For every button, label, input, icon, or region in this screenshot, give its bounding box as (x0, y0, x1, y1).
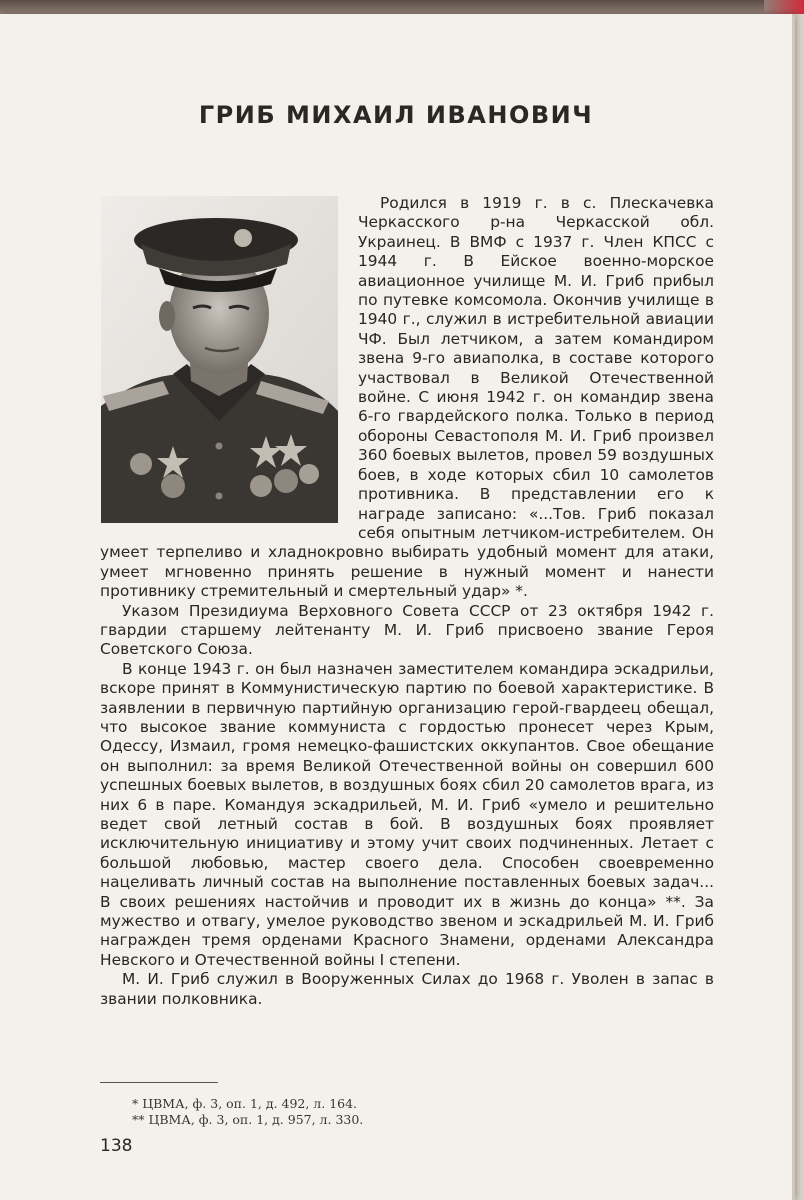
paragraph-biography: Родился в 1919 г. в с. Плескачевка Черкасского р-на Черкасской обл. Украинец. В ВМФ с 1937 г. Член КПСС с 1944 г. В Ейское военно-морское авиационное училище М. И. Гриб прибыл по путевке комсомола. Окончив училище в 1940 г., служил в истребительной авиации ЧФ. Был летчиком, а затем командиром звена 9-го авиаполка, в составе которого участвовал в Великой Отечественной войне. С июня 1942 г. он командир звена 6-го гвардейского полка. Только в период обороны Севастополя М. И. Гриб произвел 360 боевых вылетов, провел 59 воздушных боев, в ходе которых сбил 10 самолетов противника. В представлении его к награде записано: «...Тов. Гриб показал себя опытным летчиком-истребителем. Он умеет терпеливо и хладнокровно выбирать удобный момент для атаки, умеет мгновенно принять решение в нужный момент и нанести противнику стремительный и смертельный удар» *. (100, 194, 714, 601)
page-number: 138 (100, 1136, 133, 1156)
paragraph-award: Указом Президиума Верховного Совета СССР от 23 октября 1942 г. гвардии старшему лейтенанту М. И. Гриб присвоено звание Героя Советского Союза. (100, 601, 714, 659)
footnote-divider (100, 1082, 218, 1083)
paragraph-service: В конце 1943 г. он был назначен заместителем командира эскадрильи, вскоре принят в Коммунистическую партию по боевой характеристике. В заявлении в первичную партийную организацию герой-гвардеец обещал, что высокое звание коммуниста с гордостью пронесет через Крым, Одессу, Измаил, громя немецко-фашистских оккупантов. Свое обещание он выполнил: за время Великой Отечественной войны он совершил 600 успешных боевых вылетов, в воздушных боях сбил 20 самолетов врага, из них 6 в паре. Командуя эскадрильей, М. И. Гриб «умело и решительно ведет свой летный состав в бой. В воздушных боях проявляет исключительную инициативу и этому учит своих подчиненных. Летает с большой любовью, мастер своего дела. Способен своевременно нацеливать личный состав на выполнение поставленных боевых задач... В своих решениях настойчив и проводит их в жизнь до конца» **. За мужество и отвагу, умелое руководство звеном и эскадрильей М. И. Гриб награжден тремя орденами Красного Знамени, орденами Александра Невского и Отечественной войны I степени. (100, 659, 714, 969)
article-body (100, 194, 714, 1009)
footnote-2: ** ЦВМА, ф. 3, оп. 1, д. 957, л. 330. (132, 1112, 364, 1127)
footnote-1: * ЦВМА, ф. 3, оп. 1, д. 492, л. 164. (132, 1096, 358, 1111)
page-title: ГРИБ МИХАИЛ ИВАНОВИЧ (198, 101, 594, 129)
page-top-edge (0, 0, 804, 14)
paragraph-retirement: М. И. Гриб служил в Вооруженных Силах до 1968 г. Уволен в запас в звании полковника. (100, 970, 714, 1008)
bookmark-ribbon (764, 0, 804, 14)
footnotes (132, 1096, 363, 1128)
photo-wrap-space (100, 194, 358, 538)
